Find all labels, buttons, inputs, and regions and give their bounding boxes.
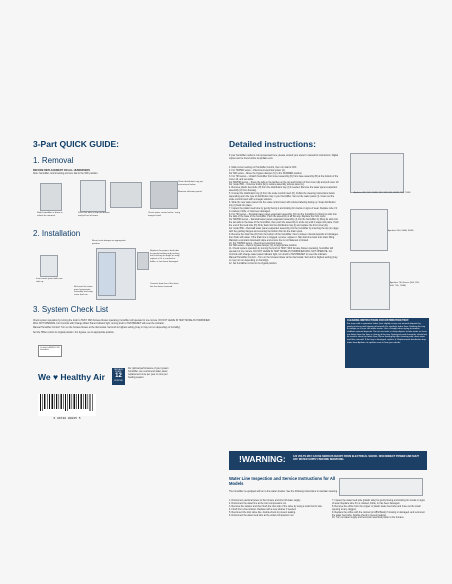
steps-list	[229, 167, 339, 266]
new-water-panel-image	[40, 255, 58, 277]
step-item: 11. Check system operation by turning the knob to TEST. With furnace blower operating, humidifier will operate for one minute. DO NOT LEAVE IN TEST MODE AS HUMIDIFIER WILL NOT OPERATE. For Controls with change water panel indicator light, turn knob to TEST/RESET to reset the indicator.	[229, 248, 334, 257]
step-item: For 600/500 series – Press the tabs in the latches on the top and bottom of front cover (E) and pull cover off.	[229, 181, 340, 184]
detailed-title: Detailed instructions:	[229, 139, 316, 149]
cert-text: Certified to ANSI/UL 998 Humidifiers	[40, 347, 60, 352]
step-item: Manual Humidifier Control – Turn on the furnace blower at the thermostat. Set knob to highest setting (may or may not run depending on humidity).	[229, 257, 338, 262]
replace-badge	[112, 368, 125, 385]
removal-callout-3: Slide humidifier in down to unlock for removal.	[37, 212, 63, 217]
installation-callout-1: Reset scale damper to appropriate position.	[92, 240, 126, 245]
step-item: 6. Slide the new water panel into the scale control insert with colored labeling facing up. Snap distribution tray (I) back into place.	[229, 201, 336, 207]
system-check-item: Manual Humidifier Control: Turn on the furnace blower at the thermostat. Set knob to highest setting (may or may not run depending on humidity).	[33, 327, 181, 330]
water-line-title: Water Line Inspection and Service Instructions for All Models	[229, 476, 336, 487]
replace-badge-bottom: MONTHS	[114, 380, 123, 383]
warning-label: !WARNING:	[239, 454, 286, 464]
water-valve-diagram	[339, 478, 423, 496]
exploded-diagram-1	[350, 153, 404, 193]
system-check-item: Check system operation by turning the knob to TEST. With furnace blower operating, humidifier will operate for one minute. DO NOT LEAVE IN TEST MODE AS HUMIDIFIER WILL NOT OPERATE. For Controls with Change Water Panel Indicator light, turning knob to TEST/RESET will reset the indicator.	[33, 320, 210, 325]
water-step: 8. Remove the orifice from the copper or plastic water feed tube and rinse out the small opening to any clogged.	[332, 505, 421, 511]
water-step: 4. Flush the in-line strainer. Replace with a new strainer if needed.	[229, 508, 297, 511]
removal-callout-5: Check water control valve / using images listed.	[148, 212, 181, 217]
cleaning-title: CLEANING INSTRUCTIONS FOR DISTRIBUTION TRAY:	[347, 319, 410, 322]
exploded-diagram-2	[350, 209, 388, 251]
warning-text: 120 VOLTS MAY CAUSE SERIOUS INJURY FROM ELECTRICAL SHOCK. DISCONNECT POWER AND SHUT OFF WATER SUPPLY BEFORE SERVICING.	[293, 455, 419, 461]
water-step: 9. Replace the orifice with the colored (or ABS Black) if missing or damaged, and reconnect the water feed tube. Double-check to prevent leaking.	[332, 511, 425, 517]
water-step: 10. Turn on water supply and reconnect electrical power to the furnace.	[332, 517, 405, 520]
step-item: For 600 series – Return bypass damper (C) to appropriate position.	[229, 245, 298, 248]
step-item: 2. For 700/500 series – Disconnect electrical power (2).	[229, 169, 286, 172]
water-step: 3. Remove the strainer and then flush the inlet side of the valve by using a small cell or wire.	[229, 505, 323, 508]
installation-heading: 2. Installation	[33, 229, 81, 238]
system-check-heading: 3. System Check List	[33, 305, 109, 314]
removal-intro	[33, 170, 213, 176]
water-step: 5. Reconnect the inlet valve line, double-check to prevent leaking.	[229, 511, 296, 514]
system-check-item: Set the Hfiller control to original position. For bypass, set to appropriate position.	[33, 331, 115, 334]
barcode	[38, 394, 96, 420]
water-step: 2. Disconnect the water line at the inlet compression nut.	[229, 502, 287, 505]
detailed-intro: If your humidifier model is not represented here, please consult your owner's manual for instructions. Digital copies can be found online at aprilaire.com.	[229, 155, 339, 160]
step-item: For model 560 – Reinstall water panel evaporator assembly into the humidifier by inserting the top (or edge) with the guiding flanges and ensuring the bottom fits into the drain spout.	[229, 228, 339, 233]
step-item: 1. Mark current setting on Humidifier Control, then turn dial to OFF.	[229, 167, 297, 169]
humidifier-open-image	[80, 180, 106, 212]
removal-callout-2: Remove old water panel.	[178, 191, 203, 193]
step-item: 5. Unsnap the distribution tray (I) from the scale control insert (K). Follow the cleaning instructions below depending upon the type of distribution tray in your humidifier. Set out the water panel (J). Clean out the scale control insert with a vinegar solution.	[229, 193, 335, 201]
step-item: 9. Remove the drain line (D) from the bottom of the humidifier. Flex to loosen mineral deposits or blockages, then flush with water. If the drain line is clogged, remove, replace it. Slip drain line back onto drain fitting. Maintain a constant downward slope and ensure line is not flattened or kinked.	[229, 233, 339, 242]
step-item: 10. For 700/500 series – Reconnect electrical power.	[229, 242, 283, 245]
water-line-intro: The humidifier is equipped with an in-line water strainer. See the following instructions to maintain cleaning.	[229, 491, 338, 493]
diagram-label-2: Aprilaire 500, 500A, 500M	[388, 230, 414, 232]
exploded-diagram-3	[350, 262, 390, 310]
removal-callout-4: Press the tabs at top and bottom and pull out of frame.	[78, 212, 110, 217]
replace-badge-top: REPLACE EVERY	[114, 369, 123, 374]
step-item: 7. Inspect the plastic feed tube by gently flexing it and looking for cracks or signs of wear. Replace tube if it is cracked, brittle, or has been damaged.	[229, 207, 338, 213]
brand-logo: We ♥ Healthy Air	[38, 372, 105, 382]
water-steps-left	[229, 500, 329, 517]
step-item: For model 560 – Unscrew knobs (E) to reduce assembly access panel (L).	[229, 184, 305, 187]
cleaning-text: For trays with a symmetric holes (see slightly scraps out mineral deposits by gently pinching and tapping at beneath the synthetic fabric liner. Soaking the tray in vinegar or a rinse can make easier. Use a straight when trying to remove stubborn mineral deposits. Do not use tools or sharp objects to take water or clean out debris from the liner or rinsing of the tray. Detergents and chemicals should not be used to clean the fabric liner. Rinse thoroughly after cleaning with clean water and then reinstall. If the tray is damaged, replace it. Replacement distribution tray: order from Aprilaire at aprilaire.com or from your dealer.	[347, 322, 427, 344]
removal-callout-1: Clean distribution tray per instructions below.	[178, 181, 203, 186]
installation-callout-3: Replace the proper, feed tube for gently feeding and pushing into crossing an angle or snap; replace it if it is cracked or brittle, or has been damaged.	[150, 250, 180, 263]
removal-intro-title: BEFORE REPLACEMENT ON ALL HUMIDIFIERS	[33, 169, 90, 172]
step-item: 4. Remove plastic feed tube (H) from the distribution tray (I) if needed. Remove the water panel evaporator assembly (J) from housing.	[229, 187, 338, 193]
water-step: 6. Disconnect the water feed tube at the outlet compression nut.	[229, 514, 294, 517]
distribution-tray-image	[150, 181, 178, 209]
step-item: For 600/500 series – Reinstall water panel evaporator assembly (J) into the humidifier by fitting its slots into the two tabs in the base of the humidifier, then push the assembly in at the top until it snaps into place. Push the end of the feed tube (H) firmly back into the distribution tray (I) and replace the front cover (E).	[229, 219, 339, 228]
diagram-label-3: Aprilaire 700 Series (500, 550, 600, 700, 700M)	[390, 282, 420, 287]
water-panel-image	[110, 182, 142, 208]
replace-badge-number: 12	[115, 373, 122, 380]
step-item: 8. For 700 series – Reinstall water panel evaporator assembly (O) into the humidifier by fitting its slots into the tabs of the base of the humidifier. Push the assembly in all the way. Replace the front cover.	[229, 213, 337, 219]
installation-callout-5: Connect drain line if the drain line has been removed.	[150, 283, 179, 288]
water-step: 7. Inspect the water feed tube (plastic side) for gently flexing and looking for cracks or signs of wear. Replace tube if it is cracked, brittle, or has been damaged.	[332, 500, 425, 505]
warning-banner	[229, 451, 427, 470]
feed-tube-image	[137, 252, 149, 270]
cleaning-instructions-box	[345, 318, 429, 368]
system-check-list	[33, 320, 211, 335]
removal-intro-text: Note: humidifier control setting and turn dial to the OFF position.	[33, 172, 99, 175]
quick-guide-title: 3-Part QUICK GUIDE:	[33, 139, 119, 149]
step-item: For 600 series – Move the bypass damper (C) to the SUMMER position.	[229, 172, 303, 175]
step-item: 12. Set humidifier control to its original position.	[229, 262, 278, 265]
humidifier-front-image	[40, 183, 62, 211]
diagram-label-1: Aprilaire 400, 500, 500M, 550, 558, 600, 600M, 700, 700M	[353, 192, 411, 194]
water-panel-installed-image	[98, 252, 116, 296]
removal-heading: 1. Removal	[33, 156, 74, 165]
step-item: 3. For 700 series – Unlatch humidifier front cover assembly (D) from base assembly (B) at the bottom of the cover, tilt, and set aside.	[229, 175, 339, 181]
replace-note: For optimal performance of your system humidifier, we recommend water panel replacement once per year or once per heating season.	[128, 368, 169, 379]
installation-callout-4: Re-Insert the water panel evaporator assembly and snap cover back on.	[74, 286, 93, 297]
barcode-bars	[38, 394, 96, 412]
certification-mark	[38, 345, 62, 357]
installation-callout-2: Insert water panel with new side up.	[36, 278, 63, 283]
water-steps-right	[332, 500, 426, 520]
water-step: 1. Disconnect electrical power to the furnace and shut off water supply.	[229, 500, 301, 502]
barcode-number: 6 86720 00035 5	[53, 417, 81, 420]
